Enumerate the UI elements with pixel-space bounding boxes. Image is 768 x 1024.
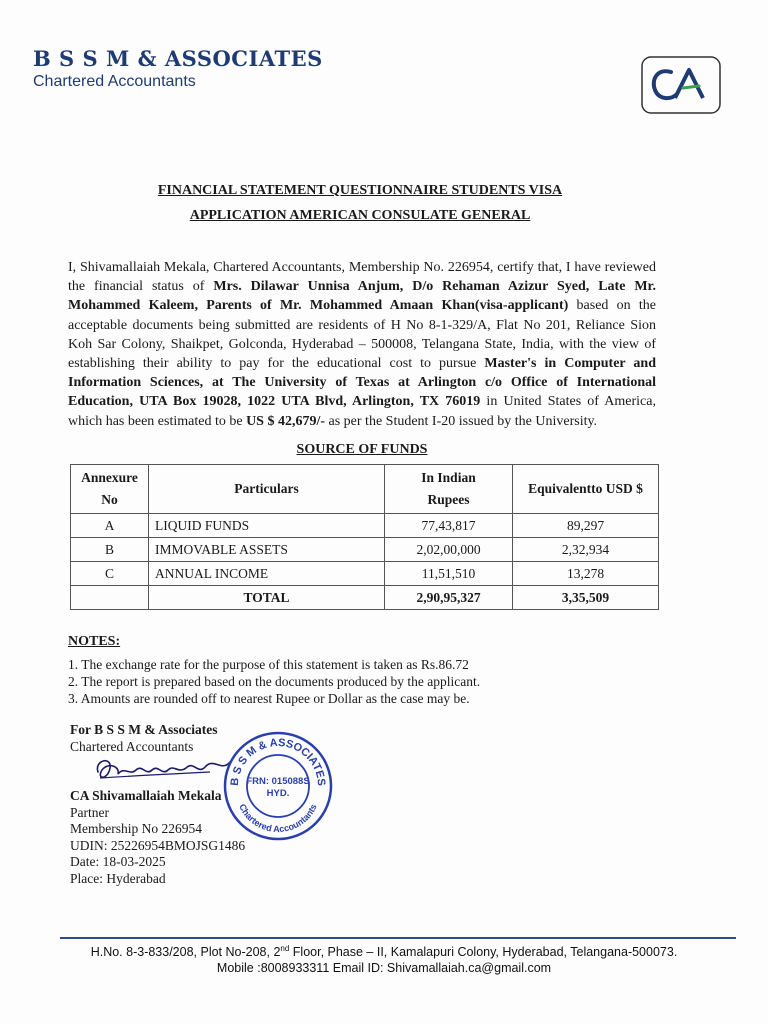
signatory-place: Place: Hyderabad <box>70 870 166 886</box>
cell-annexure: C <box>71 562 149 586</box>
signature-block <box>70 722 245 887</box>
cell-total-usd: 3,35,509 <box>513 586 659 610</box>
para-parents-names: Mrs. Dilawar Unnisa Anjum, D/o Rehaman Azizur Syed, Late Mr. Mohammed Kaleem, Parents of Mr. Mohammed Amaan Khan(visa-applicant) <box>68 279 656 314</box>
cell-total-inr: 2,90,95,327 <box>385 586 513 610</box>
document-title-line1: FINANCIAL STATEMENT QUESTIONNAIRE STUDENTS VISA <box>157 183 563 198</box>
notes-list <box>68 656 480 707</box>
header-usd: Equivalentto USD $ <box>513 465 659 514</box>
cell-usd: 13,278 <box>513 562 659 586</box>
cell-usd: 2,32,934 <box>513 538 659 562</box>
stamp-frn: FRN: 015088S <box>246 776 310 787</box>
table-row <box>71 538 659 562</box>
stamp-city: HYD. <box>266 788 290 799</box>
para-amount: US $ 42,679/- <box>246 413 326 429</box>
cell-inr: 11,51,510 <box>385 562 513 586</box>
firm-stamp <box>222 730 334 842</box>
source-of-funds-table <box>70 464 659 610</box>
header-inr: In Indian Rupees <box>385 465 513 514</box>
source-of-funds-title: SOURCE OF FUNDS <box>296 442 428 457</box>
footer-contact: Mobile :8008933311 Email ID: Shivamallaiah.ca@gmail.com <box>216 961 552 975</box>
note-item: 1. The exchange rate for the purpose of this statement is taken as Rs.86.72 <box>68 657 469 672</box>
firm-subtitle: Chartered Accountants <box>33 73 196 90</box>
table-header-row <box>71 465 659 514</box>
header-annexure: Annexure No <box>71 465 149 514</box>
certification-paragraph <box>68 258 656 431</box>
table-total-row <box>71 586 659 610</box>
ca-logo-icon <box>641 56 721 114</box>
note-item: 3. Amounts are rounded off to nearest Rupee or Dollar as the case may be. <box>68 691 470 706</box>
signatory-membership: Membership No 226954 <box>70 821 202 836</box>
footer-address: H.No. 8-3-833/208, Plot No-208, 2nd Floor, Phase – II, Kamalapuri Colony, Hyderabad, Telangana-500073. <box>90 944 678 960</box>
footer-divider <box>60 937 736 939</box>
handwritten-signature-icon <box>90 750 240 790</box>
notes-heading: NOTES: <box>68 634 121 649</box>
cell-annexure: A <box>71 514 149 538</box>
signature-firm-type: Chartered Accountants <box>70 738 194 754</box>
cell-particular: IMMOVABLE ASSETS <box>149 538 385 562</box>
para-text-4: as per the Student I-20 issued by the University. <box>325 413 598 429</box>
para-text-1: I, Shivamallaiah Mekala, Chartered Accountants, Membership No. 226954, certify that, I have reviewed the financial status of <box>68 260 656 295</box>
cell-usd: 89,297 <box>513 514 659 538</box>
signatory-date: Date: 18-03-2025 <box>70 854 166 869</box>
cell-empty <box>71 586 149 610</box>
stamp-ring-top: B S S M & ASSOCIATES <box>228 736 328 787</box>
signatory-role: Partner <box>70 804 109 820</box>
cell-particular: ANNUAL INCOME <box>149 562 385 586</box>
para-course-university: Master's in Computer and Information Sciences, at The University of Texas at Arlington c/o Office of International Education, UTA Box 19028, 1022 UTA Blvd, Arlington, TX 76019 <box>68 356 656 410</box>
cell-total-label: TOTAL <box>149 586 385 610</box>
cell-inr: 77,43,817 <box>385 514 513 538</box>
header-particulars: Particulars <box>149 465 385 514</box>
cell-particular: LIQUID FUNDS <box>149 514 385 538</box>
signature-for-line: For B S S M & Associates <box>70 722 218 737</box>
note-item: 2. The report is prepared based on the documents produced by the applicant. <box>68 674 481 689</box>
firm-name: B S S M & ASSOCIATES <box>33 46 323 71</box>
para-text-2: based on the acceptable documents being submitted are residents of H No 8-1-329/A, Flat No 201, Reliance Sion Koh Sar Colony, Shaikpet, Golconda, Hyderabad – 500008, Telangana State, India, with the view of establishing their ability to pay for the educational cost to pursue <box>68 298 657 372</box>
table-row <box>71 562 659 586</box>
cell-inr: 2,02,00,000 <box>385 538 513 562</box>
stamp-ring-bottom: Chartered Accountants <box>237 802 319 835</box>
document-title-line2: APPLICATION AMERICAN CONSULATE GENERAL <box>189 208 531 223</box>
table-row <box>71 514 659 538</box>
signatory-udin: UDIN: 25226954BMOJSG1486 <box>70 837 246 853</box>
para-text-3: in United States of America, which has been estimated to be <box>68 394 656 429</box>
cell-annexure: B <box>71 538 149 562</box>
signatory-name: CA Shivamallaiah Mekala <box>70 788 222 803</box>
